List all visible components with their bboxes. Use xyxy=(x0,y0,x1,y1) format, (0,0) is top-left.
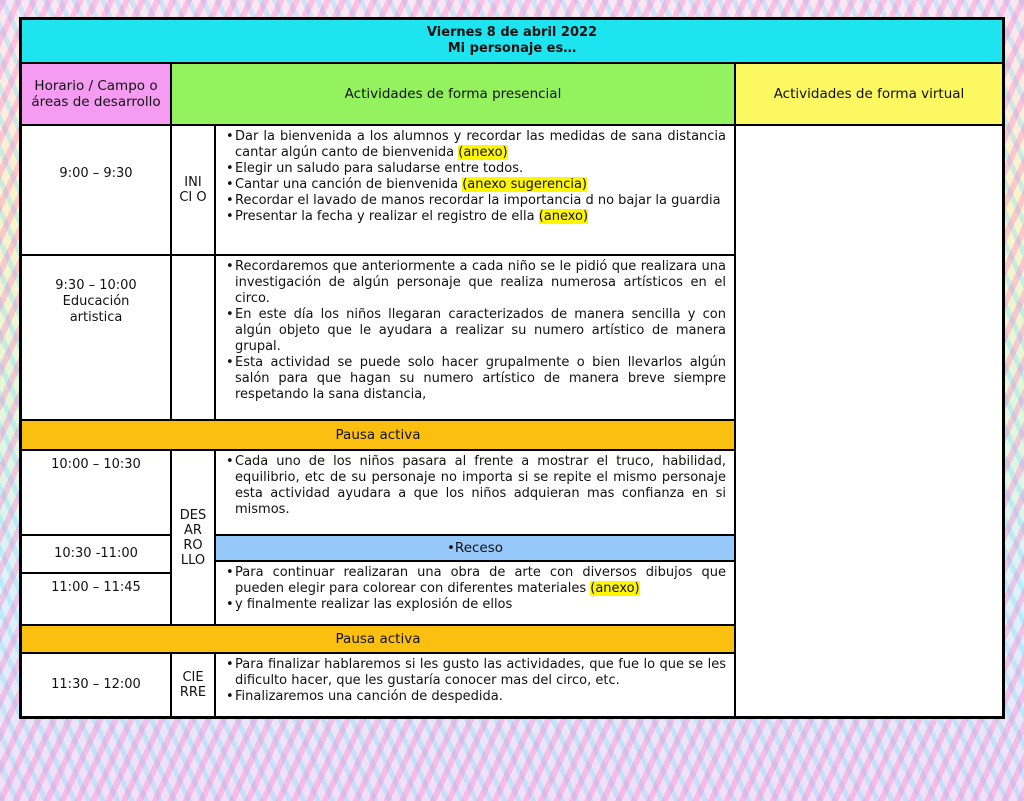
time-cell: 9:30 – 10:00 Educación artistica xyxy=(21,255,171,420)
list-item: • Finalizaremos una canción de despedida. xyxy=(226,689,726,705)
schedule-table xyxy=(19,17,1005,719)
list-item: • Recordar el lavado de manos recordar la importancia d no bajar la guardia xyxy=(226,193,726,209)
list-item: • Elegir un saludo para saludarse entre todos. xyxy=(226,161,726,177)
time-cell: 11:30 – 12:00 xyxy=(21,653,171,717)
time-cell: 9:00 – 9:30 xyxy=(21,125,171,255)
header-virtual: Actividades de forma virtual xyxy=(735,63,1003,125)
receso-banner: •Receso xyxy=(215,535,735,561)
time-cell: 11:00 – 11:45 xyxy=(21,573,171,625)
phase-cierre: CIE RRE xyxy=(171,653,215,717)
time-cell: 10:30 -11:00 xyxy=(21,535,171,573)
pausa-activa-banner: Pausa activa xyxy=(21,420,735,450)
list-item: • y finalmente realizar las explosión de ellos xyxy=(226,597,726,613)
list-item: • Cantar una canción de bienvenida (anexo sugerencia) xyxy=(226,177,726,193)
list-item: • Recordaremos que anteriormente a cada niño se le pidió que realizara una investigación de algún personaje que realiza numerosa artísticos en el circo. xyxy=(226,259,726,307)
list-item: • Para finalizar hablaremos si les gusto las actividades, que fue lo que se les dificulto hacer, que les gustaría conocer mas del circo, etc. xyxy=(226,657,726,689)
header-horario: Horario / Campo o áreas de desarrollo xyxy=(21,63,171,125)
activities-arte xyxy=(215,255,735,420)
list-item: • Para continuar realizaran una obra de arte con diversos dibujos que pueden elegir para colorear con diferentes materiales (anexo) xyxy=(226,565,726,597)
activities-desarrollo xyxy=(215,450,735,535)
phase-desarrollo: DES AR RO LLO xyxy=(171,450,215,625)
list-item: • Cada uno de los niños pasara al frente a mostrar el truco, habilidad, equilibrio, etc de su personaje no importa si se repite el mismo personaje esta actividad ayudara a que los niños adquieran mas confianza en si mismos. xyxy=(226,454,726,518)
time-cell: 10:00 – 10:30 xyxy=(21,450,171,535)
title-theme: Mi personaje es… xyxy=(447,41,577,56)
activities-inicio xyxy=(215,125,735,255)
phase-inicio: INI CI O xyxy=(171,125,215,255)
activities-obra xyxy=(215,561,735,625)
table-title xyxy=(21,19,1003,63)
list-item: • En este día los niños llegaran caracterizados de manera sencilla y con algún objeto que le ayudara a realizar su numero artístico de manera grupal. xyxy=(226,307,726,355)
list-item: • Presentar la fecha y realizar el registro de ella (anexo) xyxy=(226,209,726,225)
header-presencial: Actividades de forma presencial xyxy=(171,63,735,125)
title-date: Viernes 8 de abril 2022 xyxy=(426,25,598,40)
list-item: • Esta actividad se puede solo hacer grupalmente o bien llevarlos algún salón para que hagan su numero artístico de manera breve siempre respetando la sana distancia, xyxy=(226,355,726,403)
pausa-activa-banner: Pausa activa xyxy=(21,625,735,653)
virtual-activities-cell xyxy=(735,125,1003,717)
activities-cierre xyxy=(215,653,735,717)
phase-empty xyxy=(171,255,215,420)
list-item: • Dar la bienvenida a los alumnos y recordar las medidas de sana distancia cantar algún canto de bienvenida (anexo) xyxy=(226,129,726,161)
